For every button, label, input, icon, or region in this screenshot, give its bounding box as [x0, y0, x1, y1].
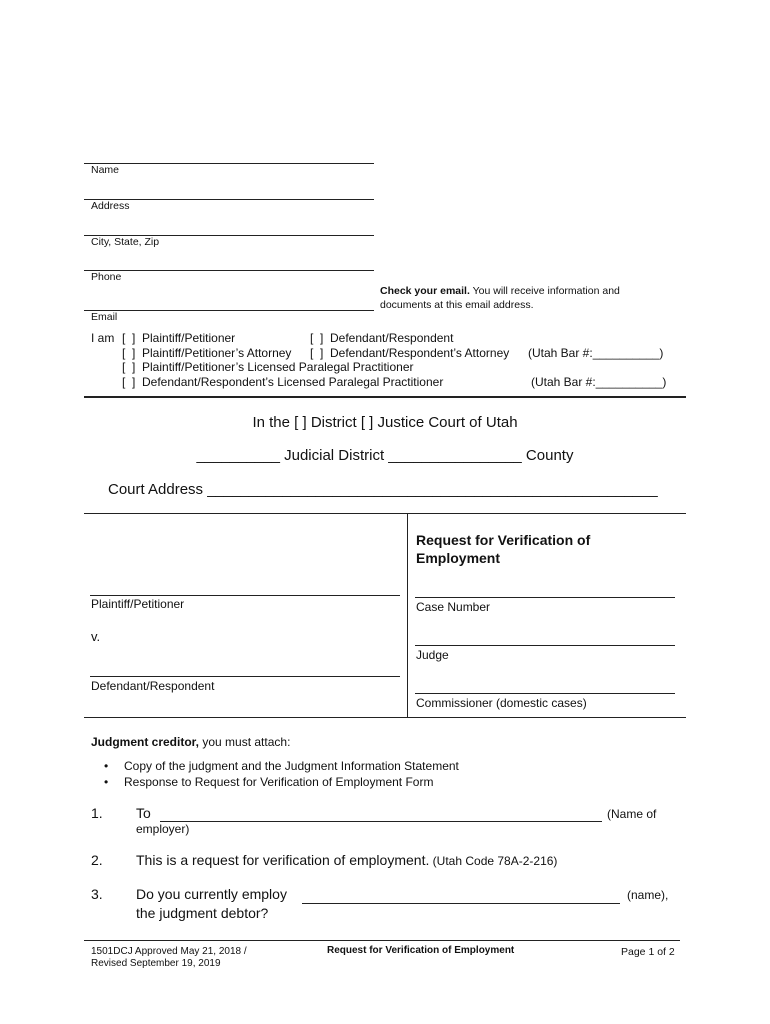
address-label: Address	[91, 200, 130, 212]
address-input[interactable]	[84, 181, 374, 200]
court-address-line: Court Address ______________________________________________________	[108, 481, 658, 498]
form-title	[416, 531, 590, 567]
case-number-label: Case Number	[416, 600, 491, 614]
caption-top-border	[84, 513, 686, 514]
option-plaintiff-petitioner[interactable]: [ ] Plaintiff/Petitioner	[122, 331, 236, 345]
section-divider	[84, 396, 686, 398]
footer-divider	[84, 940, 680, 941]
plaintiff-label: Plaintiff/Petitioner	[91, 597, 185, 611]
caption-divider	[407, 513, 408, 717]
city-state-zip-label: City, State, Zip	[91, 236, 160, 248]
commissioner-input[interactable]	[415, 675, 675, 694]
name-label: Name	[91, 164, 120, 176]
attach-list	[91, 758, 651, 790]
item-3-text: Do you currently employ	[136, 886, 287, 902]
email-note-line2: documents at this email address.	[380, 299, 534, 311]
form-title-line1: Request for Verification of	[416, 532, 591, 548]
option-defendant-paralegal[interactable]: [ ] Defendant/Respondent’s Licensed Paralegal Practitioner	[122, 375, 444, 389]
item-2-statement: This is a request for verification of employment.	[136, 852, 430, 868]
email-note	[380, 284, 680, 312]
judgment-debtor-name-input[interactable]	[302, 885, 620, 904]
judge-input[interactable]	[415, 627, 675, 646]
email-note-rest: You will receive information and	[469, 285, 620, 297]
phone-input[interactable]	[84, 252, 374, 271]
defendant-name-input[interactable]	[90, 658, 400, 677]
utah-bar-number-1[interactable]: (Utah Bar #:__________)	[528, 346, 664, 360]
option-plaintiff-attorney[interactable]: [ ] Plaintiff/Petitioner’s Attorney	[122, 346, 292, 360]
item-3-name: (name),	[627, 888, 669, 902]
item-2-text	[136, 852, 557, 868]
commissioner-label: Commissioner (domestic cases)	[416, 696, 587, 710]
attach-item: • Copy of the judgment and the Judgment Information Statement	[91, 758, 651, 774]
name-input[interactable]	[84, 145, 374, 164]
i-am-label: I am	[91, 331, 115, 345]
attach-bold: Judgment creditor,	[91, 735, 200, 749]
footer-form-title: Request for Verification of Employment	[327, 945, 515, 956]
item-3-line2: the judgment debtor?	[136, 905, 269, 921]
defendant-label: Defendant/Respondent	[91, 679, 215, 693]
footer-approved: 1501DCJ Approved May 21, 2018 /	[91, 946, 247, 957]
caption-bottom-border	[84, 717, 686, 718]
judge-label: Judge	[416, 648, 449, 662]
utah-bar-number-2[interactable]: (Utah Bar #:__________)	[531, 375, 667, 389]
footer-page-number: Page 1 of 2	[621, 946, 675, 958]
city-state-zip-input[interactable]	[84, 217, 374, 236]
employer-name-input[interactable]	[160, 803, 602, 822]
email-input[interactable]	[84, 292, 374, 311]
case-number-input[interactable]	[415, 579, 675, 598]
footer-revised: Revised September 19, 2019	[91, 958, 221, 969]
form-title-line2: Employment	[416, 550, 501, 566]
email-note-bold: Check your email.	[380, 285, 470, 297]
versus-label: v.	[91, 629, 101, 644]
item-3-number: 3.	[91, 886, 103, 902]
option-defendant-attorney[interactable]: [ ] Defendant/Respondent’s Attorney	[310, 346, 510, 360]
judicial-district-line: __________ Judicial District ________________ County	[196, 447, 574, 464]
attach-item: • Response to Request for Verification of Employment Form	[91, 774, 651, 790]
option-plaintiff-paralegal[interactable]: [ ] Plaintiff/Petitioner’s Licensed Paralegal Practitioner	[122, 360, 414, 374]
option-defendant-respondent[interactable]: [ ] Defendant/Respondent	[310, 331, 454, 345]
attach-instructions	[91, 735, 290, 749]
phone-label: Phone	[91, 271, 122, 283]
item-1-to: To	[136, 805, 151, 821]
email-label: Email	[91, 311, 118, 323]
item-2-number: 2.	[91, 852, 103, 868]
court-type-line: In the [ ] District [ ] Justice Court of Utah	[252, 414, 518, 431]
item-2-code: (Utah Code 78A-2-216)	[429, 854, 558, 868]
attach-rest: you must attach:	[199, 735, 291, 749]
item-1-name-of: (Name of	[607, 807, 657, 821]
item-1-number: 1.	[91, 805, 103, 821]
footer-left	[91, 946, 247, 970]
item-1-employer: employer)	[136, 822, 190, 836]
plaintiff-name-input[interactable]	[90, 577, 400, 596]
